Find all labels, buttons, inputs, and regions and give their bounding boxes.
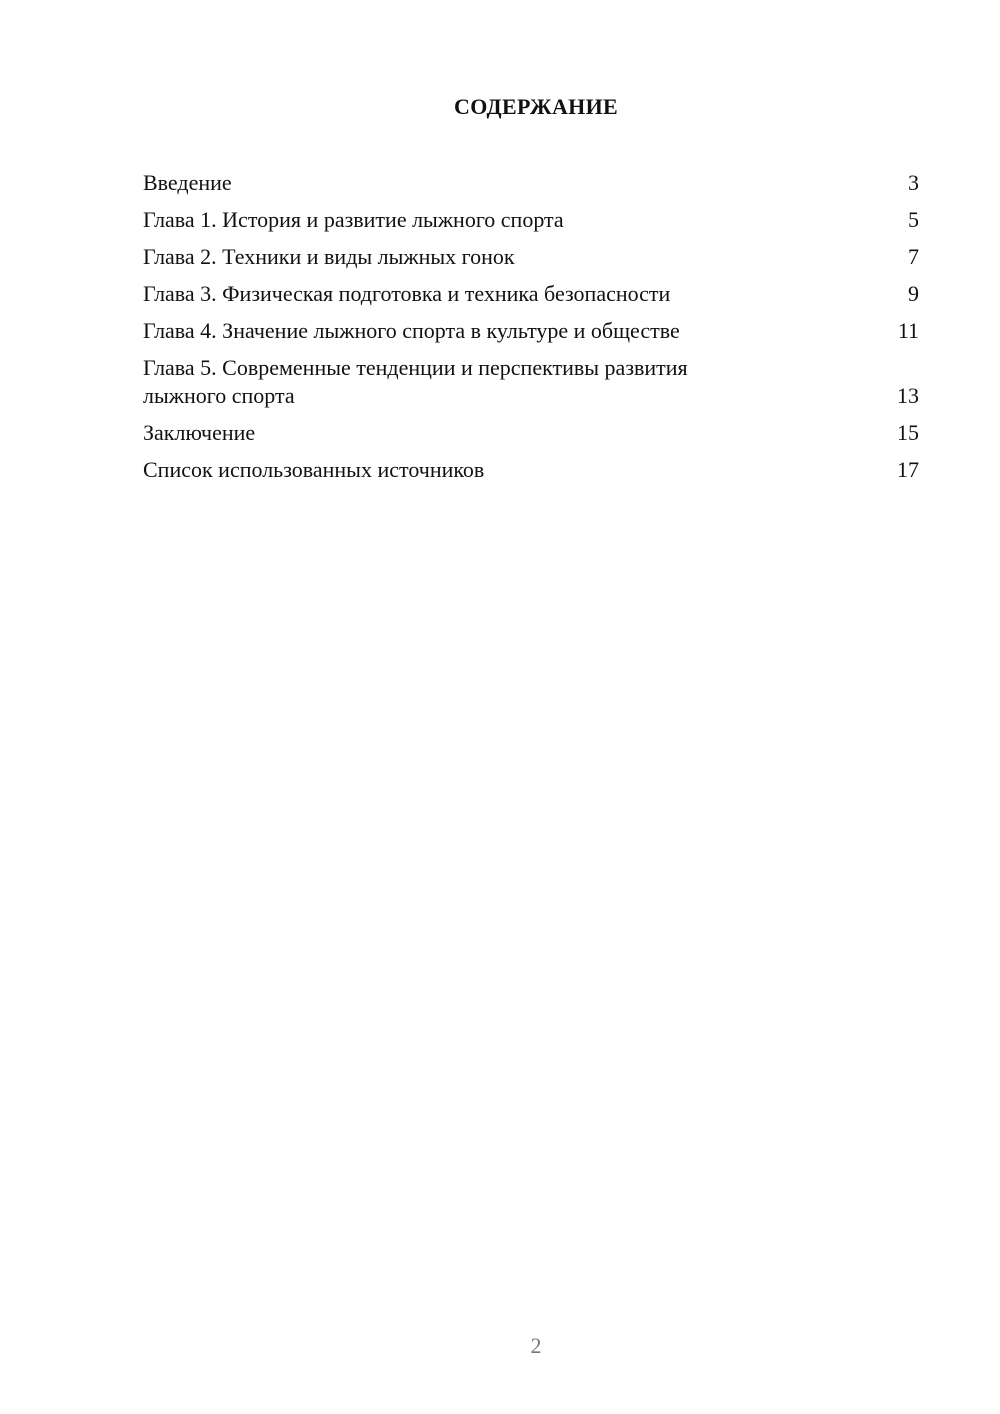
toc-item-page: 11	[897, 318, 919, 343]
toc-item-text: Глава 1. История и развитие лыжного спорта	[143, 207, 564, 232]
toc-item-chapter-4[interactable]	[143, 317, 919, 345]
toc-item-conclusion[interactable]	[143, 419, 919, 447]
table-of-contents	[143, 169, 919, 493]
toc-item-text: Введение	[143, 170, 232, 195]
page-title: СОДЕРЖАНИЕ	[454, 94, 618, 119]
toc-item-chapter-3[interactable]	[143, 280, 919, 308]
toc-item-text: Глава 3. Физическая подготовка и техника безопасности	[143, 281, 671, 306]
toc-item-page: 5	[908, 207, 919, 232]
toc-item-page: 9	[908, 281, 919, 306]
toc-item-page: 3	[908, 170, 919, 195]
toc-item-text: Глава 2. Техники и виды лыжных гонок	[143, 244, 515, 269]
toc-item-chapter-5[interactable]	[143, 354, 919, 409]
toc-item-page: 13	[897, 382, 919, 408]
toc-item-references[interactable]	[143, 456, 919, 484]
toc-item-page: 17	[897, 456, 919, 482]
toc-item-page: 7	[908, 244, 919, 269]
toc-item-chapter-1[interactable]	[143, 206, 919, 234]
toc-item-text: Глава 5. Современные тенденции и перспективы развития лыжного спорта	[143, 355, 688, 408]
toc-item-text: Список использованных источников	[143, 456, 485, 482]
toc-item-chapter-2[interactable]	[143, 243, 919, 271]
page-number: 2	[530, 1333, 542, 1358]
toc-item-text: Заключение	[143, 419, 256, 445]
toc-item-page: 15	[897, 419, 919, 445]
toc-item-text: Глава 4. Значение лыжного спорта в культуре и обществе	[143, 318, 680, 343]
toc-item-introduction[interactable]	[143, 169, 919, 197]
